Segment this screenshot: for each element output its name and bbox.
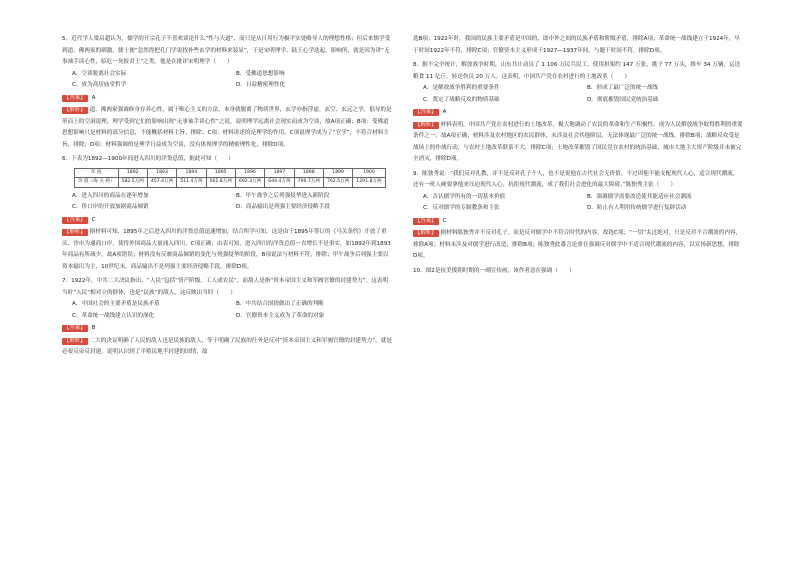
value-cell: 1291.8万两 <box>353 178 385 188</box>
option-b: B．强调儒学需要改造使其能适应社会潮流 <box>587 193 692 200</box>
question-7-analysis-continued: 选B项；1922年时，我国的民族主要矛盾是中国的，即中外之间的民族矛盾和阶级矛盾，排除A项；革命统一战线建立于1924年，早于时间1922年不符，排除C项；官僚资本主义形成于1927—1937年间，与题干时间不符，排除D项。 <box>413 36 741 54</box>
answer-line <box>62 215 392 227</box>
question-7-stem: 7．1922年，中共二大决议指出，“人民”包括“资产阶级、工人或农民”，而敌人是指“资本帝国主义和军阀官僚的封建势力”。这表明当时“人民”相对立的群体，也是“民族”的敌人，这反映出当时（ ） <box>62 278 389 296</box>
analysis-text: 二大的决议明确了人民的敌人也是民族的敌人，等于明确了民族的任务是反对“资本帝国主义和军阀官僚的封建势力”，就是必要反帝反封建，说明认识到了半殖民地半封建的国情，故 <box>62 337 392 355</box>
question-9 <box>413 169 743 263</box>
question-9-stem: 9．陈独秀说：“我们反对孔教，并不是反对孔子个人，也不是说他在古代社会无价值。不过因他不能支配现代人心，适合现代潮流，还有一班人硬要拿他来压迫现代人心，抗拒现代潮流，成了我们社会进化的最大障碍。”陈独秀主张（ ） <box>413 170 739 188</box>
value-cell: 796.7万两 <box>294 178 323 188</box>
answer-value: A <box>91 94 96 101</box>
option-b: B．受佛道思想影响 <box>236 70 285 77</box>
answer-line <box>413 107 743 119</box>
table-row <box>75 178 386 188</box>
question-6-options <box>62 191 392 214</box>
answer-badge: 【答案】 <box>64 325 86 332</box>
answer-badge: 【答案】 <box>64 94 86 101</box>
answer-line <box>62 323 392 335</box>
year-cell: 1900 <box>353 168 385 178</box>
option-b: B．甲午战争之后列强侵华进入新阶段 <box>236 192 330 199</box>
analysis-badge: 【解析】 <box>415 121 437 128</box>
option-b: B．形成了最广泛的统一战线 <box>587 85 658 91</box>
value-cell: 561.8万两 <box>206 178 235 188</box>
table-header-cell: 年 度 <box>75 168 119 178</box>
answer-badge: 【答案】 <box>415 217 437 224</box>
option-c: C．侨口岸的开放加剧商品倾销 <box>72 204 149 210</box>
value-cell: 692.3万两 <box>235 178 264 188</box>
answer-line <box>413 216 743 228</box>
option-a: A．空谈脱离社会实际 <box>72 70 127 77</box>
analysis-badge: 【解析】 <box>64 107 86 113</box>
year-cell: 1895 <box>206 168 235 178</box>
question-8-options <box>413 83 743 106</box>
option-c: C．反对儒学的专制教条和主张 <box>423 205 500 211</box>
value-cell: 511.4万两 <box>177 178 206 188</box>
question-5 <box>62 34 392 151</box>
option-d: D．官僚资本主义成为了革命的对象 <box>236 312 325 319</box>
analysis-block <box>62 105 392 151</box>
value-cell: 457.4万两 <box>147 178 176 188</box>
table-row-label: 价 值（海 关 两） <box>75 178 119 188</box>
value-cell: 582.5万两 <box>118 178 147 188</box>
option-c: C．革命统一战线建立认识的深化 <box>72 312 155 319</box>
option-d: D．日益精密理性化 <box>236 82 286 88</box>
question-9-options <box>413 192 743 215</box>
value-cell: 762.5万两 <box>323 178 352 188</box>
analysis-text: 据材料可知，1895年之后进入四川的洋货总值迅速增加，结合所学可知，这是由于1895年签订的《马关条约》开放了重庆、沙市为通商口岸，使得外国商品大量涌入四川，C项正确；由表可知，进入四川的洋货总值一直增长不是事实，如1892年到1893年商品有所减少，故A项错误；材料没有反映商品倾销的变化与列强侵华的阶段，B项说法与材料不符，排除；甲午战争后列强主要以资本输出为主，10世纪末，商品输出不是列强主要经济侵略手段，排除D项。 <box>62 229 391 270</box>
question-6-stem: 6．下表为1892—1900年间进入四川的洋货总值，据此可知（ ） <box>62 156 234 162</box>
question-5-options <box>62 69 392 92</box>
right-column <box>413 34 743 277</box>
year-cell: 1898 <box>294 168 323 178</box>
analysis-text: 据材料陈独秀并不反对孔子，而是反对儒学中不符合时代的内容，故选C项；“一切”太过绝对，只是反对不合潮流的内容，排除A项；材料未涉及对儒学进行改造，排除B项；陈独秀此番言论重在强调反对儒学中不适合现代潮流的内容，以宣扬新思想，排除D项。 <box>413 230 742 259</box>
option-d: D．彻底摧毁国民党统治基础 <box>587 96 659 103</box>
question-5-stem: 5．近代学人梁启超认为，儒学的开宗孔子不喜欢谈论什么“性与天道”，而只是从日用行为极平实处略导人的理想性格；但后来儒学受到道、佛两家的刺激，儒士便“忽然得把孔门学说找补些玄学的材料来装显”，于是宋明理学、陆王心学迭起，影响所，就是因为讲“无事袖手谈心性，临危一死报君王”之类。他是在批评宋明理学（ ） <box>62 36 391 65</box>
year-cell: 1893 <box>147 168 176 178</box>
option-d: D．防止有人利用传统儒学进行复辟活动 <box>587 205 687 211</box>
option-c: C．奠定了战略反攻的物质基础 <box>423 96 500 103</box>
analysis-block <box>62 227 392 273</box>
option-a: A．中国社会的主要矛盾是民族矛盾 <box>72 301 160 307</box>
year-cell: 1896 <box>235 168 264 178</box>
analysis-text: 材料表明，中国共产党在农村进行的土地改革，极大地调动了农民的革命和生产积极性，成为人民解放战争取得胜利的重要条件之一，故A项正确；材料涉及农村地区的农民群体，未涉及社会其他阶层，无法体现最广泛的统一战线，排除B项；战略反攻受是战场上的作战行动，与农村土地改革联系不大，排除C项；土地改革摧毁了国民党在农村的统治基础，城市大地主大资产阶级并未被完全消灭，排除D项。 <box>413 121 743 162</box>
option-b: B．中共结合国情做出了正确的判断 <box>236 301 324 307</box>
left-column <box>62 34 392 359</box>
analysis-badge: 【解析】 <box>415 230 437 236</box>
analysis-text: 道、佛两家强调修身存养心性，属于唯心主义的方法，本身就脱离了物质世界，玄学亦指浮虚、玄空、玄远之学，倡导的是形而上的空洞说理，理学受到它们的影响出现“无事袖手谈心性”之说，说明理学远离社会现实而成为空谈，故A项正确；B项：受佛道思想影响只是材料的部分信息，不能概括材料主旨，排除；C项：材料讲述的是理学的作用，C项说理学成为了“官学”，不符合材料主旨，排除；D项：材料强调的是理学日益成为空谈，没有体现理学的精密理性化，排除D项。 <box>62 107 392 148</box>
answer-badge: 【答案】 <box>415 109 437 116</box>
question-8 <box>413 60 743 166</box>
price-table <box>74 168 386 188</box>
value-cell: 644.4万两 <box>265 178 294 188</box>
question-6 <box>62 154 392 273</box>
analysis-block <box>62 336 392 359</box>
answer-value: A <box>442 109 447 115</box>
analysis-badge: 【解析】 <box>64 229 86 235</box>
year-cell: 1894 <box>177 168 206 178</box>
question-10 <box>413 266 743 278</box>
option-a: A．是解放战争胜利的重要条件 <box>423 85 500 91</box>
answer-line <box>62 93 392 105</box>
table-row <box>75 168 386 178</box>
option-d: D．商品输出是列强主要经济侵略手段 <box>236 204 330 210</box>
analysis-badge: 【解析】 <box>64 337 86 344</box>
answer-value: B <box>91 325 96 331</box>
option-a: A．否认儒学所有的一切基本价值 <box>423 193 506 200</box>
answer-badge: 【答案】 <box>64 216 86 223</box>
question-8-stem: 8．据不完全统计，解放战争时期，山东共计动员了 1 106 万民兵民工，使用担架约 147 万张，挑子 77 万头，推车 34 万辆，运送粮食 11 亿斤，转送伤员 20 万人。这表明，中国共产党在农村进行的土地改革（ ） <box>413 62 741 80</box>
question-7 <box>62 276 392 359</box>
analysis-block <box>413 228 743 263</box>
option-c: C．成为高居庙堂哲学 <box>72 82 127 88</box>
year-cell: 1892 <box>118 168 147 178</box>
year-cell: 1899 <box>323 168 352 178</box>
answer-value: C <box>91 216 96 223</box>
year-cell: 1897 <box>265 168 294 178</box>
answer-value: C <box>442 217 447 224</box>
analysis-block <box>413 120 743 166</box>
question-10-stem: 10．图2是抗美援朝时期的一副宣传画，该作者意在强调（ ） <box>413 267 575 274</box>
option-a: A．进入四川的商品在逐年增加 <box>72 192 149 199</box>
question-7-options <box>62 299 392 322</box>
